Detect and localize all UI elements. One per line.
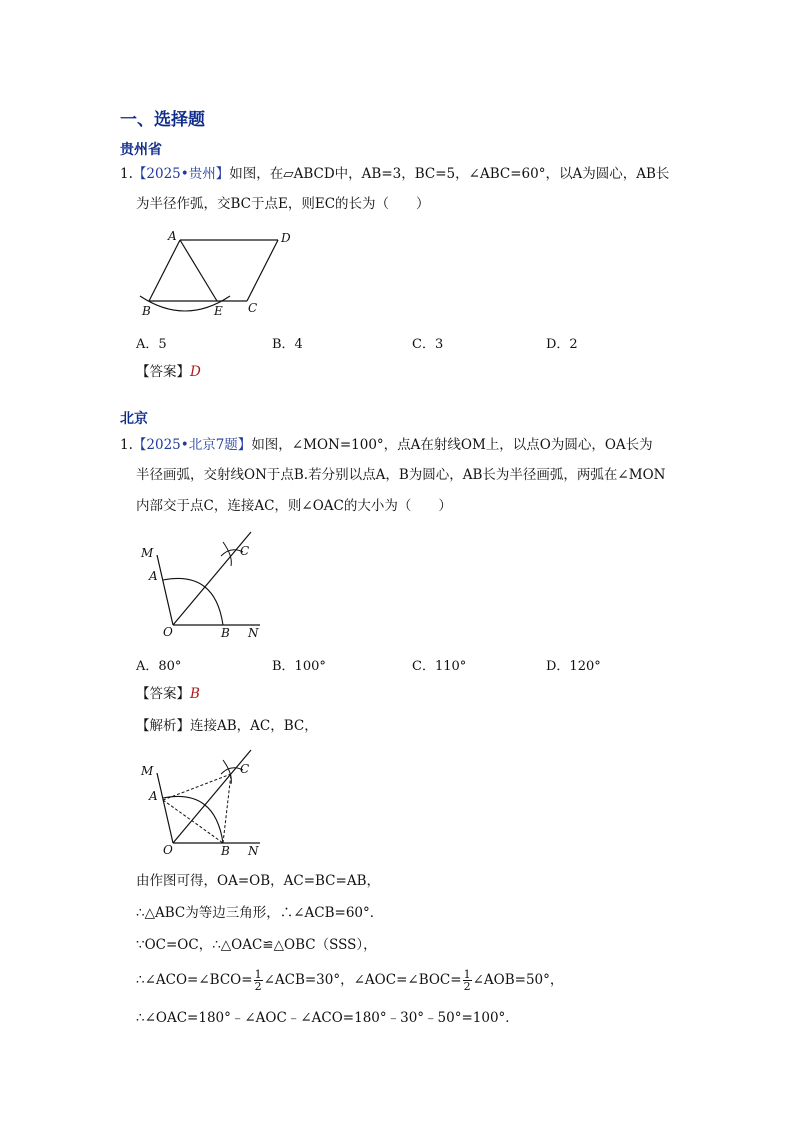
q2-step-4 (136, 966, 563, 994)
q1-source: 【2025•贵州】 (132, 166, 230, 182)
q2-text-line1: 如图，∠MON=100°，点A在射线OM上，以点O为圆心，OA长为 (251, 437, 653, 453)
q1-option-b: B．4 (272, 337, 303, 352)
fig1-label-D: D (281, 231, 291, 245)
region-heading-beijing: 北京 (120, 411, 148, 427)
q2-analysis-figure (135, 748, 270, 863)
q1-option-a: A．5 (136, 337, 167, 352)
q2-option-a: A．80° (136, 659, 182, 674)
q1-text-line1: 如图，在▱ABCD中，AB=3，BC=5，∠ABC=60°，以A为圆心，AB长 (229, 166, 670, 182)
fig3-label-C: C (240, 762, 250, 776)
q1-answer (136, 362, 201, 382)
q2-answer (136, 684, 200, 704)
q1-line1 (120, 164, 669, 184)
q2-analysis (136, 716, 318, 736)
q2-number: 1. (120, 437, 133, 453)
fig3-label-A: A (149, 789, 158, 803)
q2-step4-fraction-1: $\frac{1}{2}$ (254, 968, 262, 993)
fig1-label-B: B (142, 304, 151, 318)
fig1-label-C: C (248, 301, 258, 315)
q2-step4-part-a: ∴∠ACO=∠BCO= (136, 972, 253, 988)
fig3-label-N: N (248, 844, 259, 858)
q2-option-b: B．100° (272, 659, 326, 674)
q1-number: 1. (120, 166, 133, 182)
q2-step-5: ∴∠OAC=180°﹣∠AOC﹣∠ACO=180°﹣30°﹣50°=100°． (136, 1010, 519, 1026)
fig2-label-A: A (149, 569, 158, 583)
fig3-label-M: M (141, 764, 154, 778)
q2-analysis-intro: 连接AB，AC，BC， (190, 718, 318, 734)
section-title: 一、选择题 (120, 110, 205, 130)
q2-line3: 内部交于点C，连接AC，则∠OAC的大小为（ ） (136, 498, 452, 514)
q2-step4-part-b: ∠ACB=30°，∠AOC=∠BOC= (263, 972, 462, 988)
q2-source: 【2025•北京7题】 (132, 437, 252, 453)
q1-answer-value: D (190, 364, 201, 380)
q2-step4-fraction-2: $\frac{1}{2}$ (463, 968, 471, 993)
q2-construction-figure (135, 530, 270, 645)
fig2-label-B: B (221, 626, 230, 640)
fig2-label-M: M (141, 546, 154, 560)
fig2-label-N: N (248, 626, 259, 640)
q2-answer-label: 【答案】 (136, 686, 190, 702)
fig2-label-O: O (163, 625, 173, 639)
q2-answer-value: B (190, 686, 200, 702)
fig3-label-O: O (163, 843, 173, 857)
region-heading-guizhou: 贵州省 (120, 142, 162, 158)
q1-answer-label: 【答案】 (136, 364, 190, 380)
q1-line2: 为半径作弧，交BC于点E，则EC的长为（ ） (136, 196, 430, 212)
q1-option-d: D．2 (546, 337, 578, 352)
q2-line2: 半径画弧，交射线ON于点B.若分别以点A，B为圆心，AB长为半径画弧，两弧在∠MON (136, 467, 666, 483)
q2-line1 (120, 435, 653, 455)
q2-step4-part-c: ∠AOB=50°， (472, 972, 564, 988)
q2-step-2: ∴△ABC为等边三角形，∴∠ACB=60°． (136, 905, 384, 921)
q2-analysis-label: 【解析】 (136, 718, 190, 734)
fig1-label-E: E (214, 304, 223, 318)
fig2-label-C: C (240, 544, 250, 558)
q2-option-d: D．120° (546, 659, 601, 674)
fig3-label-B: B (221, 844, 230, 858)
q2-step-1: 由作图可得，OA=OB，AC=BC=AB， (136, 873, 380, 889)
q1-parallelogram-figure (130, 226, 300, 321)
q2-step-3: ∵OC=OC，∴△OAC≌△OBC（SSS）， (136, 937, 377, 953)
fig1-label-A: A (168, 229, 177, 243)
q2-option-c: C．110° (412, 659, 467, 674)
q1-option-c: C．3 (412, 337, 444, 352)
